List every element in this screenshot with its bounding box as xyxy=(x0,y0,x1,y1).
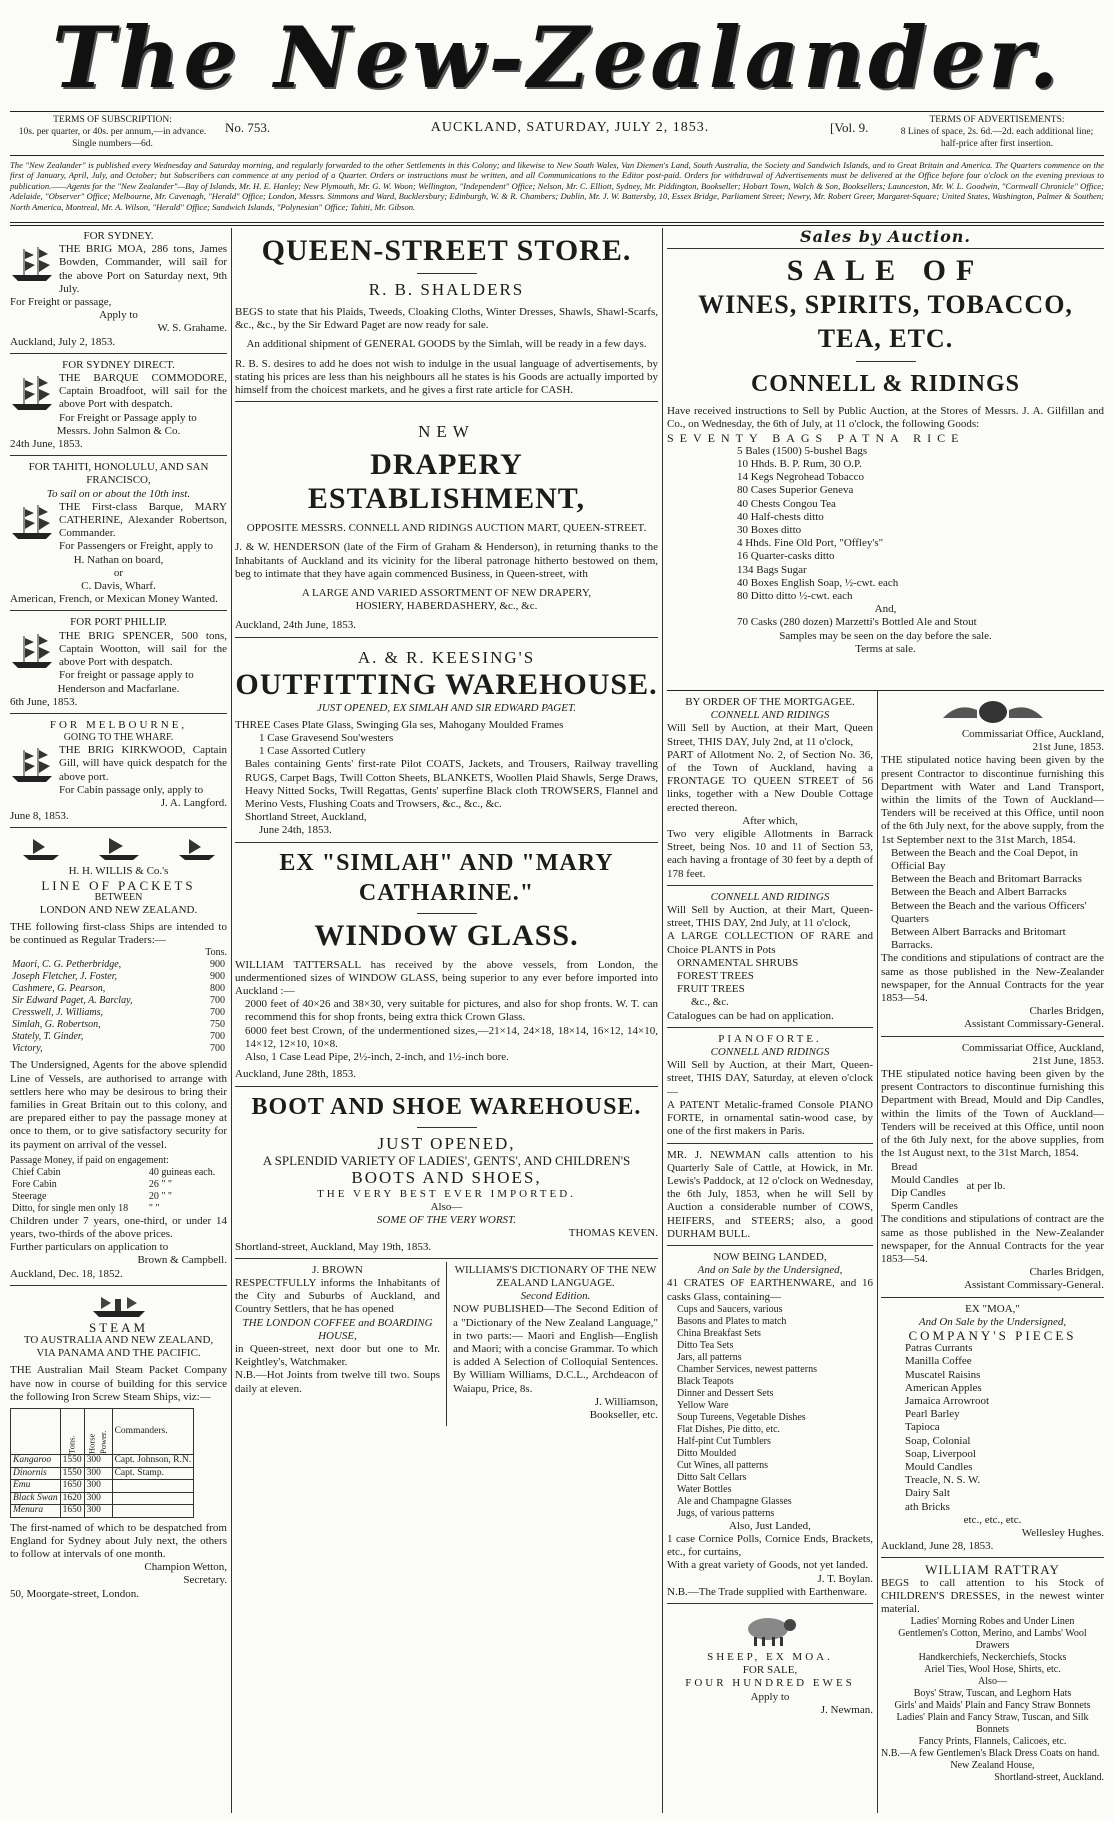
column-shipping xyxy=(10,228,227,1813)
ship-icon xyxy=(10,374,54,414)
masthead-rule xyxy=(10,111,1104,112)
ad-heading: FOR PORT PHILLIP. xyxy=(70,616,167,629)
advertisement-terms: TERMS OF ADVERTISEMENTS: 8 Lines of space, 2s. 6d.—2d. each additional line; half-price after first insertion. xyxy=(900,115,1094,149)
table-row: Kangaroo 1550 300 Capt. Johnson, R.N. xyxy=(11,1455,194,1468)
ad-plants: CONNELL AND RIDINGS Will Sell by Auction, at their Mart, Queen-street, THIS DAY, 2nd July, at 11 o'clock, A LARGE COLLECTION OF RARE and Choice PLANTS in Pots ORNAMENTAL SHRUBS FOREST TREES FRUIT TREES &c., &c. Catalogues can be had on application. xyxy=(667,889,873,1028)
table-row: Steerage 20 " " xyxy=(12,1190,172,1202)
volume-number: [Vol. 9. xyxy=(830,120,869,135)
fares-table xyxy=(10,1167,227,1215)
column-auctions xyxy=(667,694,873,1813)
ad-sheep: SHEEP, EX MOA. FOR SALE, FOUR HUNDRED EWES Apply to J. Newman. xyxy=(667,1607,873,1721)
ad-heading: BOOT AND SHOE WAREHOUSE. xyxy=(251,1093,642,1120)
ad-drapery: NEW DRAPERY ESTABLISHMENT, OPPOSITE MESSRS. CONNELL AND RIDINGS AUCTION MART, QUEEN-STREET. J. & W. HENDERSON (late of the Firm of Graham & Henderson), in returning thanks to the Inhabitants of Auckland and its vicinity for the liberal patronage hitherto bestowed on them, beg to intimate that they have again commenced Business, in Queen-street, with A LARGE AND VARIED ASSORTMENT OF NEW DRAPERY, HOSIERY, HABERDASHERY, &c., &c. Auckland, 24th June, 1853. xyxy=(235,405,658,637)
publication-notice: The "New Zealander" is published every Wednesday and Saturday morning, and regularly forwarded to the other Settlements in this Colony; and likewise to New South Wales, Van Diemen's Land, South Australia, the Society and Sandwich Islands, and to Great Britain and America. The Quarters commence on the first of January, April, July, and October; but Subscribers can commence at any period of a Quarter. Orders or instructions must be written, and all Communications to the Editor post-paid. Orders for withdrawal of Advertisements must be delivered at the Office before four o'clock on the evening previous to publication.——Agents for the "New Zealander"—Bay of Islands, Mr. H. E. Hanley; New Plymouth, Mr. G. W. Woon; Wellington, "Independent" Office; Nelson, Mr. C. Elliott, Sydney, Mr. Piddington, Bookseller; Hobart Town, Walch & Son, Booksellers; Launceston, Mr. W. L. Goodwin, "Cornwall Chronicle" Office; Adelaide, "Observer" Office; Melbourne, Mr. Cavenagh, "Herald" Office; London, Messrs. Simmons and Ward, Bucklersbury; Edinburgh, W. & R. Chambers; Dublin, Mr. J. W. Battersby, 10, Essex Bridge, Parliament Street; Newry, Mr. Robert Greer, Margaret-Square; United States, Washington, Palmer & Southen; North America, Montreal, Mr. A. Wilson, "Herald" Office; Sandwich Islands, "Polynesian" Office; Tahiti, Mr. Gibson. xyxy=(10,160,1104,212)
sheep-icon xyxy=(740,1613,800,1647)
ad-body: THE BRIG MOA, 286 tons, James Bowden, Commander, will sail for the above Port on Saturday next, 9th July. xyxy=(59,243,227,295)
ad-heading: WILLIAM RATTRAY xyxy=(925,1562,1060,1578)
small-ads-row xyxy=(235,1262,658,1429)
section-heading: Sales by Auction. xyxy=(800,228,971,246)
ad-melbourne: FOR MELBOURNE, GOING TO THE WHARF. THE BRIG KIRKWOOD, Captain Gill, will have quick despatch for the above port. For Cabin passage only, apply to J. A. Langford. June 8, 1853. xyxy=(10,717,227,828)
steam-ships-table xyxy=(10,1408,194,1518)
steamship-icon xyxy=(89,1293,149,1319)
column-rule-3 xyxy=(877,690,878,1813)
issue-number: No. 753. xyxy=(225,120,271,135)
table-row: Maori, C. G. Petherbridge, 900 xyxy=(12,959,225,971)
table-row: Cresswell, J. Williams, 700 xyxy=(12,1007,225,1019)
table-row: Simlah, G. Robertson, 750 xyxy=(12,1019,225,1031)
ad-sydney-direct: FOR SYDNEY DIRECT. THE BARQUE COMMODORE, Captain Broadfoot, will sail for the above Port with despatch. For Freight or Passage apply to Messrs. John Salmon & Co. 24th June, 1853. xyxy=(10,357,227,456)
dateline xyxy=(10,114,1104,154)
table-row: Cashmere, G. Pearson, 800 xyxy=(12,983,225,995)
ad-heading: BY ORDER OF THE MORTGAGEE. xyxy=(685,696,855,708)
ad-commissariat-bread: Commissariat Office, Auckland, 21st June, 1853. THE stipulated notice having been given by the present Contractors to discontinue furnishing this Department with Bread, Mould and Dip Candles, within the limits of the Town of Auckland—Tenders will be received at this Office, until noon of the 6th July next, for the above supplies, from the 1st August next, to the 31st March, 1854. Bread Mould Candles Dip Candles Sperm Candles at per lb. The conditions and stipulations of contract are the same as those published in the New-Zealander newspaper, for the Annual Contracts for the year 1853—54. Charles Bridgen, Assistant Commissary-General. xyxy=(881,1040,1104,1298)
ship-icon xyxy=(10,746,54,786)
ad-heading: OUTFITTING WAREHOUSE. xyxy=(235,667,658,701)
ad-queen-street-store: QUEEN-STREET STORE. R. B. SHALDERS BEGS to state that his Plaids, Tweeds, Cloaking Cloths, Winter Dresses, Shawls, Shawl-Scarfs, &c., &c., by the Sir Edward Paget are now ready for sale. An additional shipment of GENERAL GOODS by the Simlah, will be ready in a few days. R. B. S. desires to add he does not wish to indulge in the usual language of advertisements, by stating his prices are less than his neighbours all he states is his Goods are actually imported by himself from the choicest markets, and he gives a first rate article for CASH. xyxy=(235,228,658,402)
table-row: Ditto, for single men only 18 " " xyxy=(12,1202,160,1214)
ad-heading: NOW BEING LANDED, xyxy=(713,1250,827,1263)
ship-icon xyxy=(10,245,54,285)
ad-heading: FOR SYDNEY DIRECT. xyxy=(62,358,175,371)
ad-heading: FOR MELBOURNE, xyxy=(49,718,188,731)
ad-commissariat-transport: Commissariat Office, Auckland, 21st June, 1853. THE stipulated notice having been given by the present Contractor to discontinue furnishing this Department with Water and Land Transport, within the limits of the Town of Auckland—Tenders will be received at this Office, until noon of the 6th July next, for the above supply, from the 1st September next to the 31st March, 1854. Between the Beach and the Coal Depot, in Official Bay Between the Beach and Britomart Barracks Between the Beach and Albert Barracks Between the Beach and the various Officers' Quarters Between Albert Barracks and Britomart Barracks. The conditions and stipulations of contract are the same as those published in the New-Zealander newspaper, for the Annual Contracts for the year 1853—54. Charles Bridgen, Assistant Commissary-General. xyxy=(881,694,1104,1037)
table-row: Chief Cabin 40 guineas each. xyxy=(12,1166,216,1178)
table-row: Sir Edward Paget, A. Barclay, 700 xyxy=(12,995,225,1007)
ad-j-brown: J. BROWN RESPECTFULLY informs the Inhabitants of the City and Suburbs of Auckland, and Country Settlers, that he has opened THE LONDON COFFEE and BOARDING HOUSE, in Queen-street, next door but one to Mr. Keightley's, Watchmaker. N.B.—Hot Joints from twelve till two. Soups daily at eleven. xyxy=(235,1263,440,1395)
table-row: Emu 1650 300 xyxy=(11,1480,194,1493)
column-rule-1 xyxy=(231,228,232,1813)
table-row: Joseph Fletcher, J. Foster, 900 xyxy=(12,971,225,983)
table-row: Black Swan 1620 300 xyxy=(11,1492,194,1505)
packet-ships-table xyxy=(10,959,227,1055)
ad-newman-cattle: MR. J. NEWMAN calls attention to his Quarterly Sale of Cattle, at Howick, in Mr. Lewis's Paddock, at 12 o'clock on Wednesday, the 6th July, 1853, when he will Sell by Auction a considerable number of COWS, HEIFERS, and STEERS; also, a good DURHAM BULL. xyxy=(667,1147,873,1246)
table-row: Fore Cabin 26 " " xyxy=(12,1178,172,1190)
ad-heading: EX "MOA," xyxy=(965,1302,1020,1315)
royal-arms-icon xyxy=(923,700,1063,724)
ad-for-sydney: FOR SYDNEY. THE BRIG MOA, 286 tons, James Bowden, Commander, will sail for the above Port on Saturday next, 9th July. For Freight or passage, Apply to W. S. Grahame. Auckland, July 2, 1853. xyxy=(10,228,227,354)
ad-heading: QUEEN-STREET STORE. xyxy=(261,234,632,267)
ad-tahiti: FOR TAHITI, HONOLULU, AND SAN FRANCISCO, To sail on or about the 10th inst. THE First-class Barque, MARY CATHERINE, Alexander Robertson, Commander. For Passengers or Freight, apply to H. Nathan on board, or C. Davis, Wharf. American, French, or Mexican Money Wanted. xyxy=(10,459,227,611)
masthead-title: The New-Zealander. xyxy=(51,8,1063,107)
ad-heading: J. BROWN xyxy=(312,1263,363,1276)
ad-steam: STEAM TO AUSTRALIA AND NEW ZEALAND, VIA PANAMA AND THE PACIFIC. THE Australian Mail Steam Packet Company have now in course of building for this service the following Iron Screw Steam Ships, viz:— Tons. Horse Power. Commanders. Kangaroo 1550 300 Capt. Johnson, R.N. Dinornis 1550 300 Capt. Stamp. Emu 1650 300 Black Swan 1620 300 Menura 1650 300 The first-named of which to be despatched from England for Sydney about July next, the others to follow at intervals of one month. Champion Wetton, Secretary. 50, Moorgate-street, London. xyxy=(10,1289,227,1605)
ad-heading: FOR SYDNEY. xyxy=(83,230,154,242)
ad-keesing: A. & R. KEESING'S OUTFITTING WAREHOUSE. JUST OPENED, EX SIMLAH AND SIR EDWARD PAGET. THREE Cases Plate Glass, Swinging Gla ses, Mahogany Moulded Frames 1 Case Gravesend Sou'westers 1 Case Assorted Cutlery Bales containing Gents' first-rate Pilot COATS, Jackets, and Trousers, Railway travelling RUGS, Carpet Bags, Twill Cotton Sheets, BLANKETS, Woollen Plaid Shawls, Serge Draws, Heavy Nitted Socks, Twill Regattas, Gents' superfine Black cloth TROWSERS, Flannel and Merino Vests, Flushing Coats and Trowsers, &c., &c., &c. Shortland Street, Auckland, June 24th, 1853. xyxy=(235,641,658,843)
ship-icon xyxy=(10,503,54,543)
dateline-rule xyxy=(10,155,1104,156)
ad-heading: SHEEP, EX MOA. xyxy=(707,1650,833,1663)
table-row: Victory, 700 xyxy=(12,1043,225,1055)
header-rule-bottom xyxy=(10,225,1104,226)
table-header-row: Tons. Horse Power. Commanders. xyxy=(11,1409,194,1455)
ad-heading: LINE OF PACKETS xyxy=(41,877,196,893)
ad-pianoforte: PIANOFORTE. CONNELL AND RIDINGS Will Sell by Auction, at their Mart, Queen-street, THIS DAY, Saturday, at eleven o'clock— A PATENT Metalic-framed Console PIANO FORTE, in ornamental satin-wood case, by one of the first makers in Paris. xyxy=(667,1031,873,1144)
header-rule-top xyxy=(10,222,1104,223)
ad-ex-moa: EX "MOA," And On Sale by the Undersigned, COMPANY'S PIECES Patras Currants Manilla Coffee Muscatel Raisins American Apples Jamaica Arrowroot Pearl Barley Tapioca Soap, Colonial Soap, Liverpool Mould Candles Treacle, N. S. W. Dairy Salt ath Bricks etc., etc., etc. Wellesley Hughes. Auckland, June 28, 1853. xyxy=(881,1301,1104,1559)
ad-heading: PIANOFORTE. xyxy=(718,1032,822,1045)
subscription-terms: TERMS OF SUBSCRIPTION: 10s. per quarter, or 40s. per annum,—in advance. Single numbers—6d. xyxy=(18,115,207,149)
ad-heading: FOR TAHITI, HONOLULU, AND SAN FRANCISCO, xyxy=(28,461,209,487)
auction-rule xyxy=(667,690,1104,691)
table-row: Dinornis 1550 300 Capt. Stamp. xyxy=(11,1467,194,1480)
column-commissariat xyxy=(881,694,1104,1813)
ad-heading: WINDOW GLASS. xyxy=(314,918,579,952)
column-rule-2 xyxy=(662,228,663,1813)
ad-mortgagee: BY ORDER OF THE MORTGAGEE. CONNELL AND RIDINGS Will Sell by Auction, at their Mart, Queen Street, THIS DAY, July 2nd, at 11 o'clock, PART of Allotment No. 2, of Section No. 36, of the Town of Auckland, having a FRONTAGE TO QUEEN STREET of 56 links, together with a New Double Cottage erected thereon. After which, Two very eligible Allotments in Barrack Street, being Nos. 10 and 11 of Section 53, each having a frontage of 30 feet by a depth of 178 feet. xyxy=(667,694,873,886)
ad-earthenware: NOW BEING LANDED, And on Sale by the Undersigned, 41 CRATES OF EARTHENWARE, and 16 casks Glass, containing— Cups and Saucers, various Basons and Plates to match China Breakfast Sets Ditto Tea Sets Jars, all patterns Chamber Services, newest patterns Black Teapots Dinner and Dessert Sets Yellow Ware Soup Tureens, Vegetable Dishes Flat Dishes, Pie ditto, etc. Half-pint Cut Tumblers Ditto Moulded Cut Wines, all patterns Ditto Salt Cellars Water Bottles Ale and Champagne Glasses Jugs, of various patterns Also, Just Landed, 1 case Cornice Polls, Cornice Ends, Brackets, etc., for curtains, With a great variety of Goods, not yet landed. J. T. Boylan. N.B.—The Trade supplied with Earthenware. xyxy=(667,1249,873,1604)
ad-heading: WILLIAMS'S DICTIONARY OF THE NEW ZEALAND LANGUAGE. xyxy=(454,1263,657,1289)
ad-line-of-packets: H. H. WILLIS & Co.'s LINE OF PACKETS BETWEEN LONDON AND NEW ZEALAND. THE following first-class Ships are intended to be continued as Regular Traders:— Tons. Maori, C. G. Petherbridge, 900 Joseph Fletcher, J. Foster, 900 Cashmere, G. Pearson, 800 Sir Edward Paget, A. Barclay, 700 Cresswell, J. Williams, 700 Simlah, G. Robertson, 750 Stately, T. Ginder, 700 Victory, 700 The Undersigned, Agents for the above splendid Line of Vessels, are authorised to arrange with settlers here who may be desirous to bring their families in Great Britain out to this colony, and are prepared either to pay the passage money at once to them, or to give satisfactory security for its payment on arrival of the vessel. Passage Money, if paid on engagement: Chief Cabin 40 guineas each. Fore Cabin 26 " " Steerage 20 " " Ditto, for single men only 18 " " Children under 7 years, one-third, or under 14 years, two-thirds of the above prices. Further particulars on application to Brown & Campbell. Auckland, Dec. 18, 1852. xyxy=(10,831,227,1285)
column-merchants xyxy=(235,228,658,1813)
ad-window-glass: EX "SIMLAH" AND "MARY CATHARINE." WINDOW GLASS. WILLIAM TATTERSALL has received by the above vessels, from London, the undermentioned sizes of WINDOW GLASS, being superior to any ever before imported into Auckland :— 2000 feet of 40×26 and 38×30, very suitable for pictures, and also for shop fronts. W. T. can recommend this for shop fronts, being extra thick Crown Glass. 6000 feet best Crown, of the undermentioned sizes,—21×14, 24×18, 18×14, 16×12, 14×10, 14×12, 12×10, 10×8. Also, 1 Case Lead Pipe, 2½-inch, 2-inch, and 1½-inch bore. Auckland, June 28th, 1853. xyxy=(235,846,658,1087)
issue-date: AUCKLAND, SATURDAY, JULY 2, 1853. xyxy=(430,120,710,135)
table-row: Menura 1650 300 xyxy=(11,1505,194,1518)
ad-heading: STEAM xyxy=(88,1319,149,1335)
ad-heading: DRAPERY ESTABLISHMENT, xyxy=(307,448,586,516)
ad-dictionary: WILLIAMS'S DICTIONARY OF THE NEW ZEALAND LANGUAGE. Second Edition. NOW PUBLISHED—The Second Edition of a "Dictionary of the New Zealand Language," in two parts:— Maori and English—English and Maori; with a concise Grammar. To which is added A Selection of Colloquial Sentences. By William Williams, D.C.L., Archdeacon of Waiapu, Price, 8s. J. Williamson, Bookseller, etc. xyxy=(446,1262,658,1426)
ad-rattray: WILLIAM RATTRAY BEGS to call attention to his Stock of CHILDREN'S DRESSES, in the newest winter material. Ladies' Morning Robes and Under Linen Gentlemen's Cotton, Merino, and Lambs' Wool Drawers Handkerchiefs, Neckerchiefs, Stocks Ariel Ties, Wool Hose, Shirts, etc. Also— Boys' Straw, Tuscan, and Leghorn Hats Girls' and Maids' Plain and Fancy Straw Bonnets Ladies' Plain and Fancy Straw, Tuscan, and Silk Bonnets Fancy Prints, Flannels, Calicoes, etc. N.B.—A few Gentlemen's Black Dress Coats on hand. New Zealand House, Shortland-street, Auckland. xyxy=(881,1562,1104,1784)
ad-boot-shoe: BOOT AND SHOE WAREHOUSE. JUST OPENED, A SPLENDID VARIETY OF LADIES', GENTS', AND CHILDREN'S BOOTS AND SHOES, THE VERY BEST EVER IMPORTED. Also— SOME OF THE VERY WORST. THOMAS KEVEN. Shortland-street, Auckland, May 19th, 1853. xyxy=(235,1090,658,1259)
ship-icon xyxy=(10,632,54,672)
ad-heading: CONNELL AND RIDINGS xyxy=(710,890,830,903)
auction-wines: Sales by Auction. SALE OF WINES, SPIRITS, TOBACCO, TEA, ETC. CONNELL & RIDINGS Have received instructions to Sell by Public Auction, at the Stores of Messrs. J. A. Gilfillan and Co., on Wednesday, the 6th of July, at 11 o'clock, the following Goods: SEVENTY BAGS PATNA RICE 5 Bales (1500) 5-bushel Bags 10 Hhds. B. P. Rum, 30 O.P. 14 Kegs Negrohead Tobacco 80 Cases Superior Geneva 40 Chests Congou Tea 40 Half-chests ditto 30 Boxes ditto 4 Hhds. Fine Old Port, "Offley's" 16 Quarter-casks ditto 134 Bags Sugar 40 Boxes English Soap, ½-cwt. each 80 Ditto ditto ½-cwt. each And, 70 Casks (280 dozen) Marzetti's Bottled Ale and Stout Samples may be seen on the day before the sale. Terms at sale. xyxy=(667,228,1104,655)
table-row: Stately, T. Ginder, 700 xyxy=(12,1031,225,1043)
ad-port-phillip: FOR PORT PHILLIP. THE BRIG SPENCER, 500 tons, Captain Wootton, will sail for the above Port with despatch. For freight or passage apply to Henderson and Macfarlane. 6th June, 1853. xyxy=(10,614,227,713)
ships-row-icon xyxy=(19,835,219,863)
